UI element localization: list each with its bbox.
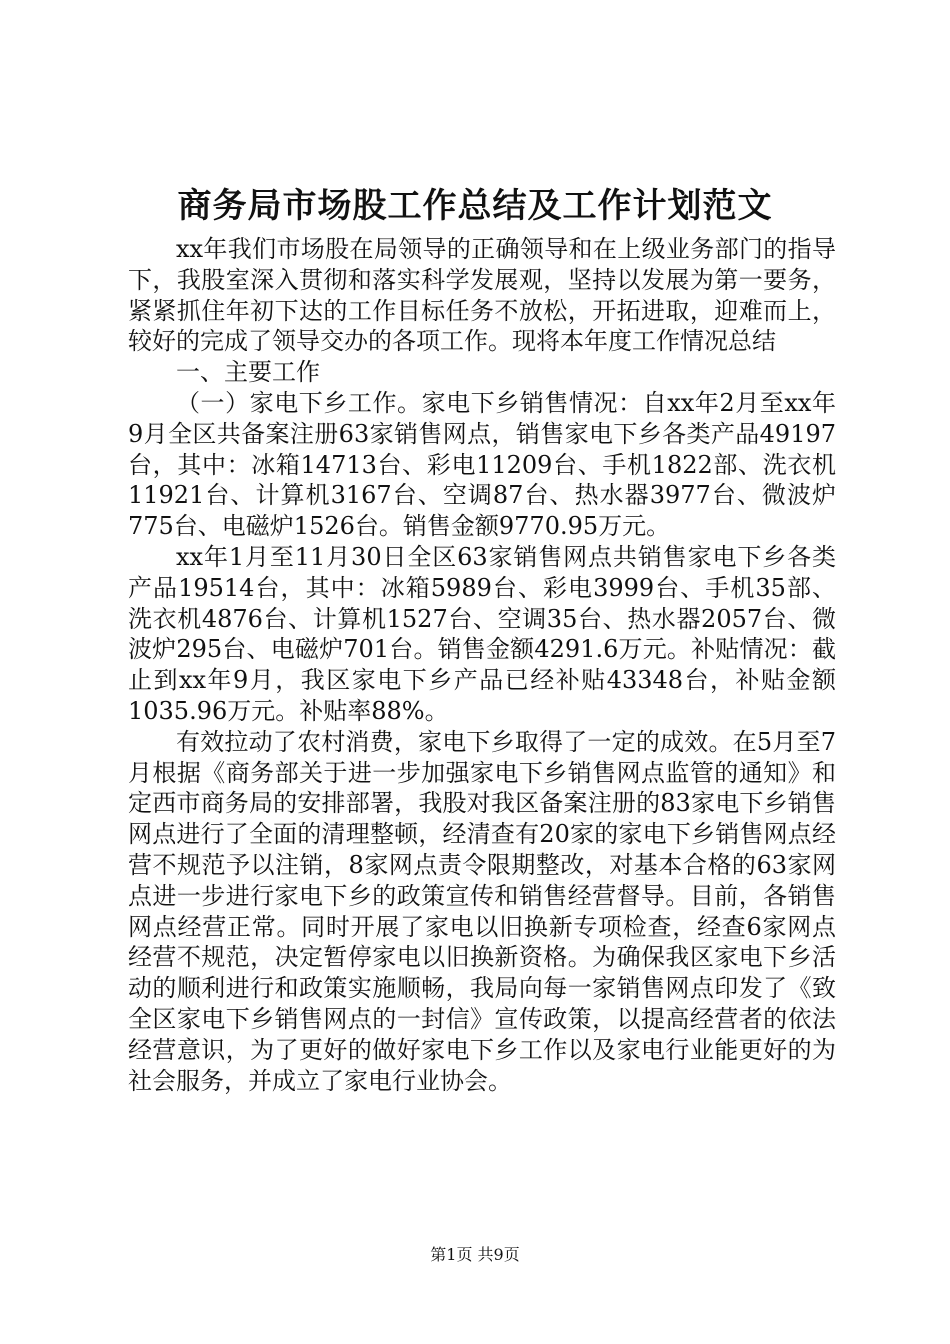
section-heading-main-work: 一、主要工作 <box>176 358 320 387</box>
paragraph-appliance-sales-2: xx年1月至11月30日全区63家销售网点共销售家电下乡各类产品19514台，其中：冰箱5989台、彩电3999台、手机35部、洗衣机4876台、计算机1527台、空调35台、热水器2057台、微波炉295台、电磁炉701台。销售金额4291.6万元。补贴情况：截止到xx年9月，我区家电下乡产品已经补贴43348台，补贴金额1035.96万元。补贴率88%。 <box>128 542 836 725</box>
paragraph-appliance-sales-1: （一）家电下乡工作。家电下乡销售情况：自xx年2月至xx年9月全区共备案注册63家销售网点，销售家电下乡各类产品49197台，其中：冰箱14713台、彩电11209台、手机1822部、洗衣机11921台、计算机3167台、空调87台、热水器3977台、微波炉775台、电磁炉1526台。销售金额9770.95万元。 <box>128 388 836 541</box>
page-footer: 第1页 共9页 <box>430 1245 520 1264</box>
paragraph-intro: xx年我们市场股在局领导的正确领导和在上级业务部门的指导下，我股室深入贯彻和落实科学发展观，坚持以发展为第一要务，紧紧抓住年初下达的工作目标任务不放松，开拓进取，迎难而上，较好的完成了领导交办的各项工作。现将本年度工作情况总结 <box>128 235 836 356</box>
document-title: 商务局市场股工作总结及工作计划范文 <box>177 186 773 226</box>
paragraph-effects: 有效拉动了农村消费，家电下乡取得了一定的成效。在5月至7月根据《商务部关于进一步加强家电下乡销售网点监管的通知》和定西市商务局的安排部署，我股对我区备案注册的83家电下乡销售网点进行了全面的清理整顿，经清查有20家的家电下乡销售网点经营不规范予以注销，8家网点责令限期整改，对基本合格的63家网点进一步进行家电下乡的政策宣传和销售经营督导。目前，各销售网点经营正常。同时开展了家电以旧换新专项检查，经查6家网点经营不规范，决定暂停家电以旧换新资格。为确保我区家电下乡活动的顺利进行和政策实施顺畅，我局向每一家销售网点印发了《致全区家电下乡销售网点的一封信》宣传政策，以提高经营者的依法经营意识，为了更好的做好家电下乡工作以及家电行业能更好的为社会服务，并成立了家电行业协会。 <box>128 727 836 1095</box>
document-body <box>128 234 836 1096</box>
